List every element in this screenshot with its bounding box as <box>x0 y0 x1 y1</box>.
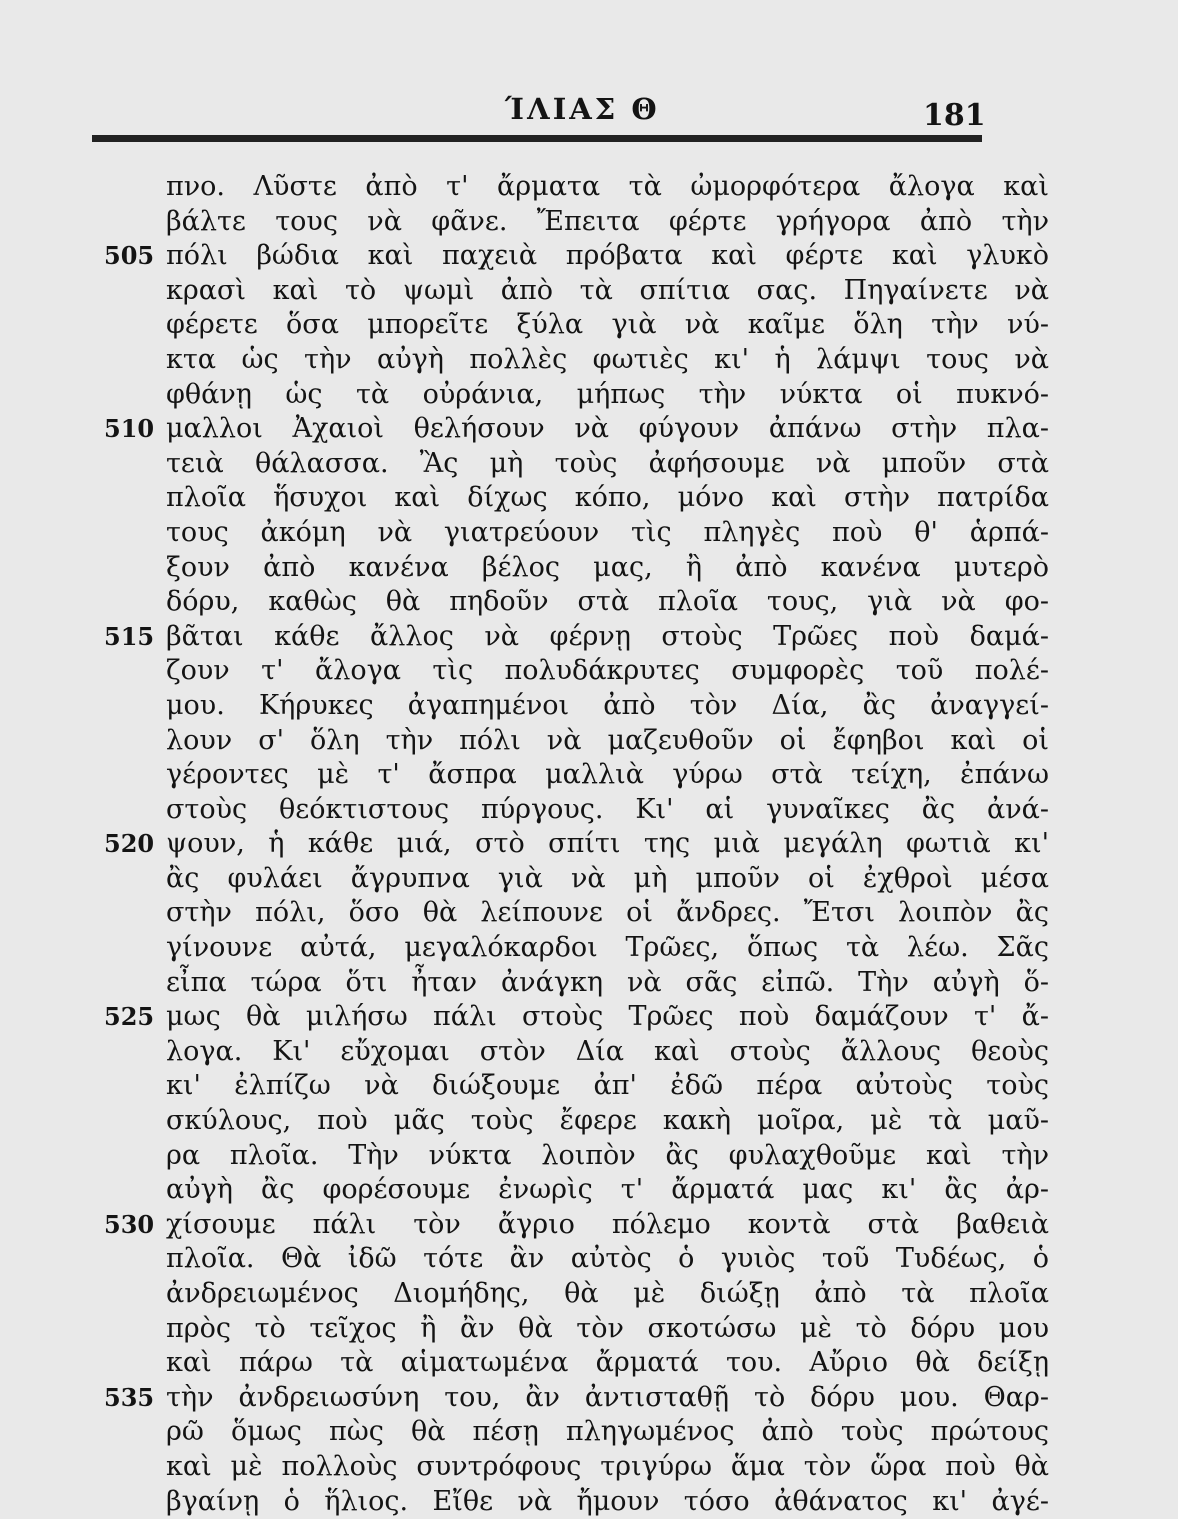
line-text: κι' ἐλπίζω νὰ διώξουμε ἀπ' ἐδῶ πέρα αὐτοὺς τοὺς <box>166 1070 1049 1102</box>
line-text: βγαίνῃ ὁ ἥλιος. Εἴθε νὰ ἤμουν τόσο ἀθάνατος κι' ἀγέ- <box>166 1485 1049 1517</box>
text-line <box>100 1035 1060 1070</box>
text-line <box>100 793 1060 828</box>
line-number: 520 <box>104 829 155 859</box>
line-text: τὴν ἀνδρειωσύνη του, ἂν ἀντισταθῇ τὸ δόρυ μου. Θαρ- <box>166 1381 1049 1413</box>
line-text: χίσουμε πάλι τὸν ἄγριο πόλεμο κοντὰ στὰ βαθειὰ <box>166 1208 1049 1240</box>
line-text: κρασὶ καὶ τὸ ψωμὶ ἀπὸ τὰ σπίτια σας. Πηγαίνετε νὰ <box>166 274 1049 306</box>
text-line <box>100 966 1060 1001</box>
text-line <box>100 689 1060 724</box>
page-number: 181 <box>923 98 986 133</box>
line-text: δόρυ, καθὼς θὰ πηδοῦν στὰ πλοῖα τους, γιὰ νὰ φο- <box>166 586 1049 618</box>
line-text: πρὸς τὸ τεῖχος ἢ ἂν θὰ τὸν σκοτώσω μὲ τὸ δόρυ μου <box>166 1312 1049 1344</box>
text-line <box>100 1450 1060 1485</box>
line-number: 535 <box>104 1382 155 1412</box>
text-line <box>100 447 1060 482</box>
text-line <box>100 1000 1060 1035</box>
line-text: λογα. Κι' εὔχομαι στὸν Δία καὶ στοὺς ἄλλους θεοὺς <box>166 1035 1049 1067</box>
line-text: καὶ πάρω τὰ αἱματωμένα ἄρματά του. Αὔριο θὰ δείξῃ <box>166 1347 1049 1379</box>
line-text: φέρετε ὅσα μπορεῖτε ξύλα γιὰ νὰ καῖμε ὅλη τὴν νύ- <box>166 309 1049 341</box>
text-line <box>100 827 1060 862</box>
text-line <box>100 1381 1060 1416</box>
line-text: τους ἀκόμη νὰ γιατρεύουν τὶς πληγὲς ποὺ θ' ἁρπά- <box>166 516 1049 548</box>
line-text: σκύλους, ποὺ μᾶς τοὺς ἔφερε κακὴ μοῖρα, μὲ τὰ μαῦ- <box>166 1105 1049 1137</box>
line-text: βάλτε τους νὰ φᾶνε. Ἔπειτα φέρτε γρήγορα ἀπὸ τὴν <box>166 205 1049 237</box>
line-text: ρῶ ὅμως πὼς θὰ πέσῃ πληγωμένος ἀπὸ τοὺς πρώτους <box>166 1416 1049 1448</box>
line-number: 530 <box>104 1209 155 1239</box>
text-line <box>100 896 1060 931</box>
line-text: πλοῖα ἥσυχοι καὶ δίχως κόπο, μόνο καὶ στὴν πατρίδα <box>166 482 1049 514</box>
text-line <box>100 239 1060 274</box>
text-line <box>100 274 1060 309</box>
text-line <box>100 1173 1060 1208</box>
text-line <box>100 1139 1060 1174</box>
text-line <box>100 1208 1060 1243</box>
header-rule <box>92 135 982 142</box>
line-text: ζουν τ' ἄλογα τὶς πολυδάκρυτες συμφορὲς τοῦ πολέ- <box>166 655 1049 687</box>
line-text: πόλι βώδια καὶ παχειὰ πρόβατα καὶ φέρτε καὶ γλυκὸ <box>166 240 1049 272</box>
text-line <box>100 654 1060 689</box>
line-text: μως θὰ μιλήσω πάλι στοὺς Τρῶες ποὺ δαμάζουν τ' ἄ- <box>166 1001 1049 1033</box>
line-text: εἶπα τώρα ὅτι ἦταν ἀνάγκη νὰ σᾶς εἰπῶ. Τὴν αὐγὴ ὅ- <box>166 966 1049 998</box>
text-line <box>100 1415 1060 1450</box>
line-text: γέροντες μὲ τ' ἄσπρα μαλλιὰ γύρω στὰ τείχη, ἐπάνω <box>166 759 1049 791</box>
running-header-title: ΊΛΙΑΣ Θ <box>505 92 660 126</box>
text-line <box>100 516 1060 551</box>
line-number: 525 <box>104 1002 155 1032</box>
text-line <box>100 1485 1060 1519</box>
text-line <box>100 724 1060 759</box>
line-text: ἂς φυλάει ἄγρυπνα γιὰ νὰ μὴ μποῦν οἱ ἐχθροὶ μέσα <box>166 862 1049 894</box>
line-text: στὴν πόλι, ὅσο θὰ λείπουνε οἱ ἄνδρες. Ἔτσι λοιπὸν ἂς <box>166 897 1049 929</box>
text-line <box>100 551 1060 586</box>
line-number: 515 <box>104 621 155 651</box>
verse-text-block <box>100 170 1060 1519</box>
text-line <box>100 758 1060 793</box>
line-text: ψουν, ἡ κάθε μιά, στὸ σπίτι της μιὰ μεγάλη φωτιὰ κι' <box>166 828 1049 860</box>
line-text: τειὰ θάλασσα. Ἂς μὴ τοὺς ἀφήσουμε νὰ μποῦν στὰ <box>166 447 1049 479</box>
line-text: καὶ μὲ πολλοὺς συντρόφους τριγύρω ἅμα τὸν ὥρα ποὺ θὰ <box>166 1450 1049 1482</box>
line-text: πλοῖα. Θὰ ἰδῶ τότε ἂν αὐτὸς ὁ γυιὸς τοῦ Τυδέως, ὁ <box>166 1243 1049 1275</box>
text-line <box>100 931 1060 966</box>
line-text: μαλλοι Ἀχαιοὶ θελήσουν νὰ φύγουν ἀπάνω στὴν πλα- <box>166 413 1049 445</box>
line-text: κτα ὡς τὴν αὐγὴ πολλὲς φωτιὲς κι' ἡ λάμψι τους νὰ <box>166 343 1049 375</box>
line-text: γίνουνε αὐτά, μεγαλόκαρδοι Τρῶες, ὅπως τὰ λέω. Σᾶς <box>166 932 1049 964</box>
line-text: βᾶται κάθε ἄλλος νὰ φέρνῃ στοὺς Τρῶες ποὺ δαμά- <box>166 620 1049 652</box>
text-line <box>100 205 1060 240</box>
line-text: στοὺς θεόκτιστους πύργους. Κι' αἱ γυναῖκες ἂς ἀνά- <box>166 793 1049 825</box>
line-text: ξουν ἀπὸ κανένα βέλος μας, ἢ ἀπὸ κανένα μυτερὸ <box>166 551 1049 583</box>
line-text: μου. Κήρυκες ἀγαπημένοι ἀπὸ τὸν Δία, ἂς ἀναγγεί- <box>166 689 1049 721</box>
text-line <box>100 862 1060 897</box>
line-text: αὐγὴ ἂς φορέσουμε ἐνωρὶς τ' ἄρματά μας κι' ἂς ἀρ- <box>166 1174 1049 1206</box>
text-line <box>100 1277 1060 1312</box>
text-line <box>100 1312 1060 1347</box>
text-line <box>100 308 1060 343</box>
text-line <box>100 343 1060 378</box>
line-text: φθάνῃ ὡς τὰ οὐράνια, μήπως τὴν νύκτα οἱ πυκνό- <box>166 378 1049 410</box>
line-text: πνο. Λῦστε ἀπὸ τ' ἄρματα τὰ ὠμορφότερα ἄλογα καὶ <box>166 171 1049 202</box>
line-number: 505 <box>104 241 155 271</box>
text-line <box>100 1242 1060 1277</box>
text-line <box>100 1104 1060 1139</box>
text-line <box>100 412 1060 447</box>
line-text: ἀνδρειωμένος Διομήδης, θὰ μὲ διώξῃ ἀπὸ τὰ πλοῖα <box>166 1278 1049 1309</box>
line-number: 510 <box>104 414 155 444</box>
text-line <box>100 481 1060 516</box>
text-line <box>100 170 1060 205</box>
text-line <box>100 378 1060 413</box>
text-line <box>100 1069 1060 1104</box>
line-text: λουν σ' ὅλη τὴν πόλι νὰ μαζευθοῦν οἱ ἔφηβοι καὶ οἱ <box>166 724 1049 756</box>
text-line <box>100 1346 1060 1381</box>
line-text: ρα πλοῖα. Τὴν νύκτα λοιπὸν ἂς φυλαχθοῦμε καὶ τὴν <box>166 1139 1049 1171</box>
text-line <box>100 585 1060 620</box>
text-line <box>100 620 1060 655</box>
